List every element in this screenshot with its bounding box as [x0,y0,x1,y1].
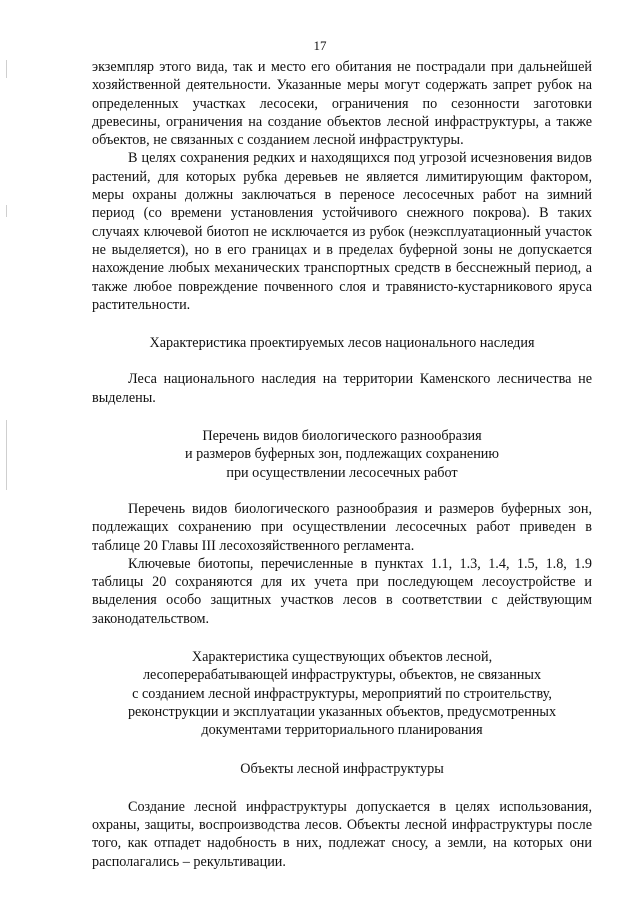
paragraph-national-heritage: Леса национального наследия на территории Каменского лесничества не выделены. [92,371,592,406]
heading-line: при осуществлении лесосечных работ [226,464,458,481]
heading-line: лесоперерабатывающей инфраструктуры, объектов, не связанных [142,667,542,684]
heading-infrastructure-characteristics [92,648,592,739]
heading-line: документами территориального планирования [201,722,483,739]
heading-line: и размеров буферных зон, подлежащих сохранению [184,446,500,463]
heading-line: реконструкции и эксплуатации указанных объектов, предусмотренных [127,703,557,720]
heading-forest-infrastructure: Объекты лесной инфраструктуры [240,760,444,777]
paragraph-protection-measures: В целях сохранения редких и находящихся под угрозой исчезновения видов растений, для которых рубка деревьев не является лимитирующим фактором, меры охраны должны заключаться в переносе лесосечных работ на зимний период (со времени установления устойчивого снежного покрова). В таких случаях ключевой биотоп не исключается из рубок (неэксплуатационный участок не выделяется), но в его границах и в пределах буферной зоны не допускается нахождение любых механических транспортных средств в бесснежный период, а также любое повреждение почвенного слоя и травянисто-кустарникового яруса растительности. [92,150,592,313]
heading-line: Перечень видов биологического разнообразия [202,428,482,445]
heading-national-heritage: Характеристика проектируемых лесов национального наследия [149,335,535,352]
paragraph-biodiversity-list: Перечень видов биологического разнообразия и размеров буферных зон, подлежащих сохранению при осуществлении лесосечных работ приведен в таблице 20 Главы III лесохозяйственного регламента. [92,500,592,554]
page-number: 17 [313,38,327,53]
paragraph-key-biotopes: Ключевые биотопы, перечисленные в пунктах 1.1, 1.3, 1.4, 1.5, 1.8, 1.9 таблицы 20 сохраняются для их учета при последующем лесоустройстве и выделения особо защитных участков лесов в соответствии с действующим законодательством. [92,555,592,627]
page-body [92,58,592,871]
heading-line: Характеристика существующих объектов лесной, [191,649,493,666]
margin-scan-mark [6,420,7,490]
margin-scan-mark [6,60,7,78]
margin-scan-mark [6,205,7,217]
heading-line: с созданием лесной инфраструктуры, мероприятий по строительству, [132,685,552,702]
paragraph-forest-infrastructure: Создание лесной инфраструктуры допускается в целях использования, охраны, защиты, воспроизводства лесов. Объекты лесной инфраструктуры после того, как отпадет надобность в них, подлежат сносу, а земли, на которых они располагались – рекультивации. [92,798,592,870]
heading-biodiversity-list [92,427,592,482]
paragraph-continuation: экземпляр этого вида, так и место его обитания не пострадали при дальнейшей хозяйственной деятельности. Указанные меры могут содержать запрет рубок на определенных участках лесосеки, ограничения по сезонности заготовки древесины, ограничения на создание объектов лесной инфраструктуры, а также объектов, не связанных с созданием лесной инфраструктуры. [92,59,592,149]
